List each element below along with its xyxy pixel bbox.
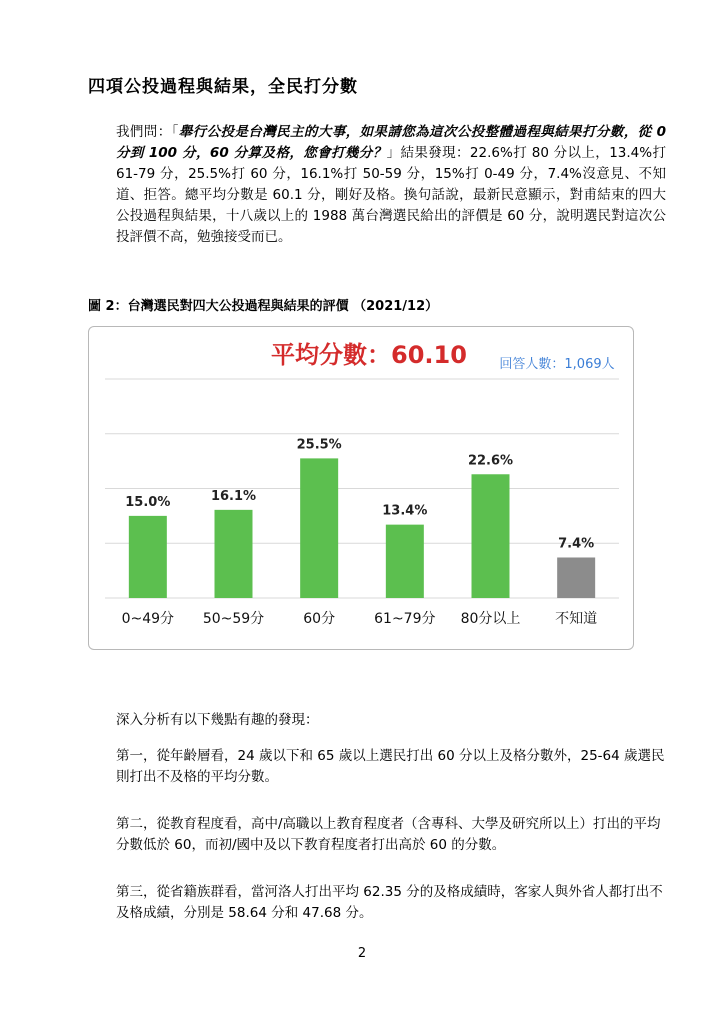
findings-lead: 深入分析有以下幾點有趣的發現： bbox=[116, 712, 319, 728]
intro-results: 」結果發現：22.6%打 80 分以上，13.4%打 61-79 分，25.5%打 60 分，16.1%打 50-59 分，15%打 0-49 分，7.4%沒意見、不知道、拒答。總平均分數是 60.1 分，剛好及格。換句話說，最新民意顯示，對甫結束的四大公投過程與結果，十八歲以上的 1988 萬台灣選民給出的評價是 60 分，說明選民對這次公投評價不高，勉強接受而已。 bbox=[116, 145, 666, 245]
survey-question: 舉行公投是台灣民主的大事，如果請您為這次公投整體過程與結果打分數，從 0 分到 100 分，60 分算及格，您會打幾分？ bbox=[116, 124, 667, 161]
figure-caption: 圖 2：台灣選民對四大公投過程與結果的評價 （2021/12） bbox=[88, 299, 439, 314]
intro-paragraph bbox=[88, 122, 666, 248]
bar-2 bbox=[215, 510, 253, 598]
category-label: 80分以上 bbox=[460, 611, 521, 627]
section-heading: 四項公投過程與結果，全民打分數 bbox=[88, 77, 358, 97]
bar-5 bbox=[472, 474, 510, 598]
data-label: 13.4% bbox=[382, 503, 428, 519]
bar-chart bbox=[89, 327, 635, 651]
bar-3 bbox=[300, 458, 338, 598]
chart-title: 平均分數：60.10 bbox=[271, 341, 467, 369]
intro-prefix: 我們問：「 bbox=[116, 124, 179, 140]
category-label: 不知道 bbox=[555, 611, 598, 627]
data-label: 16.1% bbox=[210, 488, 257, 504]
finding-second: 第二，從教育程度看，高中/高職以上教育程度者（含專科、大學及研究所以上）打出的平均分數低於 60，而初/國中及以下教育程度者打出高於 60 的分數。 bbox=[116, 816, 661, 853]
chart-frame bbox=[88, 326, 634, 650]
page-number: 2 bbox=[357, 946, 367, 961]
bar-6 bbox=[557, 557, 595, 598]
finding-third: 第三，從省籍族群看，當河洛人打出平均 62.35 分的及格成績時，客家人與外省人都打出不及格成績，分別是 58.64 分和 47.68 分。 bbox=[116, 884, 663, 921]
category-label: 0~49分 bbox=[121, 611, 175, 627]
category-label: 60分 bbox=[303, 611, 336, 627]
respondent-count: 回答人數：1,069人 bbox=[499, 357, 615, 372]
data-label: 22.6% bbox=[467, 453, 514, 469]
finding-first: 第一，從年齡層看，24 歲以下和 65 歲以上選民打出 60 分以上及格分數外，25-64 歲選民則打出不及格的平均分數。 bbox=[116, 748, 665, 785]
data-label: 7.4% bbox=[558, 536, 595, 552]
data-label: 25.5% bbox=[296, 437, 342, 453]
category-label: 61~79分 bbox=[374, 611, 436, 627]
bar-4 bbox=[386, 525, 424, 598]
bar-1 bbox=[129, 516, 167, 598]
data-label: 15.0% bbox=[125, 494, 171, 510]
category-label: 50~59分 bbox=[202, 611, 265, 627]
